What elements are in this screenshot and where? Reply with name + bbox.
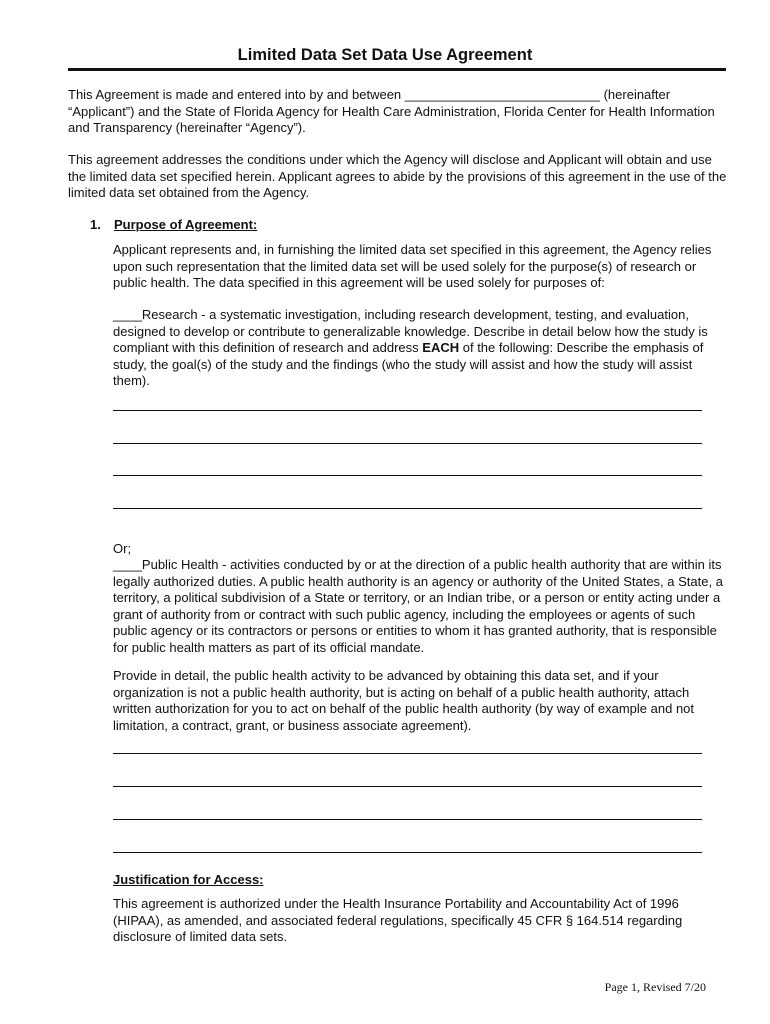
research-option-emphasis: EACH [422, 340, 460, 355]
research-option-text-end: of the following: Describe the emphasis of study, the goal(s) of the study and the findings (who the study will assist and how the study will assist them). [113, 340, 704, 388]
section-number: 1. [90, 217, 101, 232]
page-footer: Page 1, Revised 7/20 [604, 980, 706, 994]
research-answer-line[interactable] [113, 443, 702, 444]
research-answer-line[interactable] [113, 508, 702, 509]
or-label: Or; [113, 541, 132, 556]
research-option-text: ____Research - a systematic investigation, including research development, testing, and evaluation, designed to develop or contribute to generalizable knowledge. Describe in detail below how the study is compliant with this definition of research and address [113, 307, 708, 355]
section-heading: Purpose of Agreement: [114, 217, 258, 232]
intro-paragraph: This Agreement is made and entered into by and between ___________________________ (hereinafter “Applicant”) and the State of Florida Agency for Health Care Administration, Florida Center for Health Information and Transparency (hereinafter “Agency”). [68, 87, 715, 135]
representation-paragraph: Applicant represents and, in furnishing the limited data set specified in this agreement, the Agency relies upon such representation that the limited data set will be used solely for the purpose(s) of research or public health. The data specified in this agreement will be used solely for purposes of: [113, 242, 712, 290]
document-title: Limited Data Set Data Use Agreement [237, 46, 533, 64]
public-health-answer-line[interactable] [113, 819, 702, 820]
public-health-answer-line[interactable] [113, 852, 702, 853]
research-answer-line[interactable] [113, 475, 702, 476]
title-divider [68, 68, 726, 71]
public-health-detail: Provide in detail, the public health activity to be advanced by obtaining this data set, and if your organization is not a public health authority, but is acting on behalf of a public health authority, attach written authorization for you to act on behalf of the public health authority (by way of example and not limitation, a contract, grant, or business associate agreement). [113, 668, 695, 733]
justification-paragraph: This agreement is authorized under the Health Insurance Portability and Accountability Act of 1996 (HIPAA), as amended, and associated federal regulations, specifically 45 CFR § 164.514 regarding disclosure of limited data sets. [113, 896, 683, 944]
section-purpose-heading [90, 217, 257, 232]
public-health-answer-line[interactable] [113, 753, 702, 754]
public-health-option: ____Public Health - activities conducted by or at the direction of a public health authority that are within its legally authorized duties. A public health authority is an agency or authority of the United States, a State, a territory, a political subdivision of a State or territory, or an Indian tribe, or a person or entity acting under a grant of authority from or contract with such public agency, including the employees or agents of such public agency or its contractors or persons or entities to whom it has granted authority, that is responsible for public health matters as part of its official mandate. [113, 557, 723, 655]
public-health-answer-line[interactable] [113, 786, 702, 787]
research-answer-line[interactable] [113, 410, 702, 411]
conditions-paragraph: This agreement addresses the conditions under which the Agency will disclose and Applicant will obtain and use the limited data set specified herein. Applicant agrees to abide by the provisions of this agreement in the use of the limited data set obtained from the Agency. [68, 152, 727, 200]
justification-heading: Justification for Access: [113, 872, 264, 887]
research-option [113, 307, 728, 390]
